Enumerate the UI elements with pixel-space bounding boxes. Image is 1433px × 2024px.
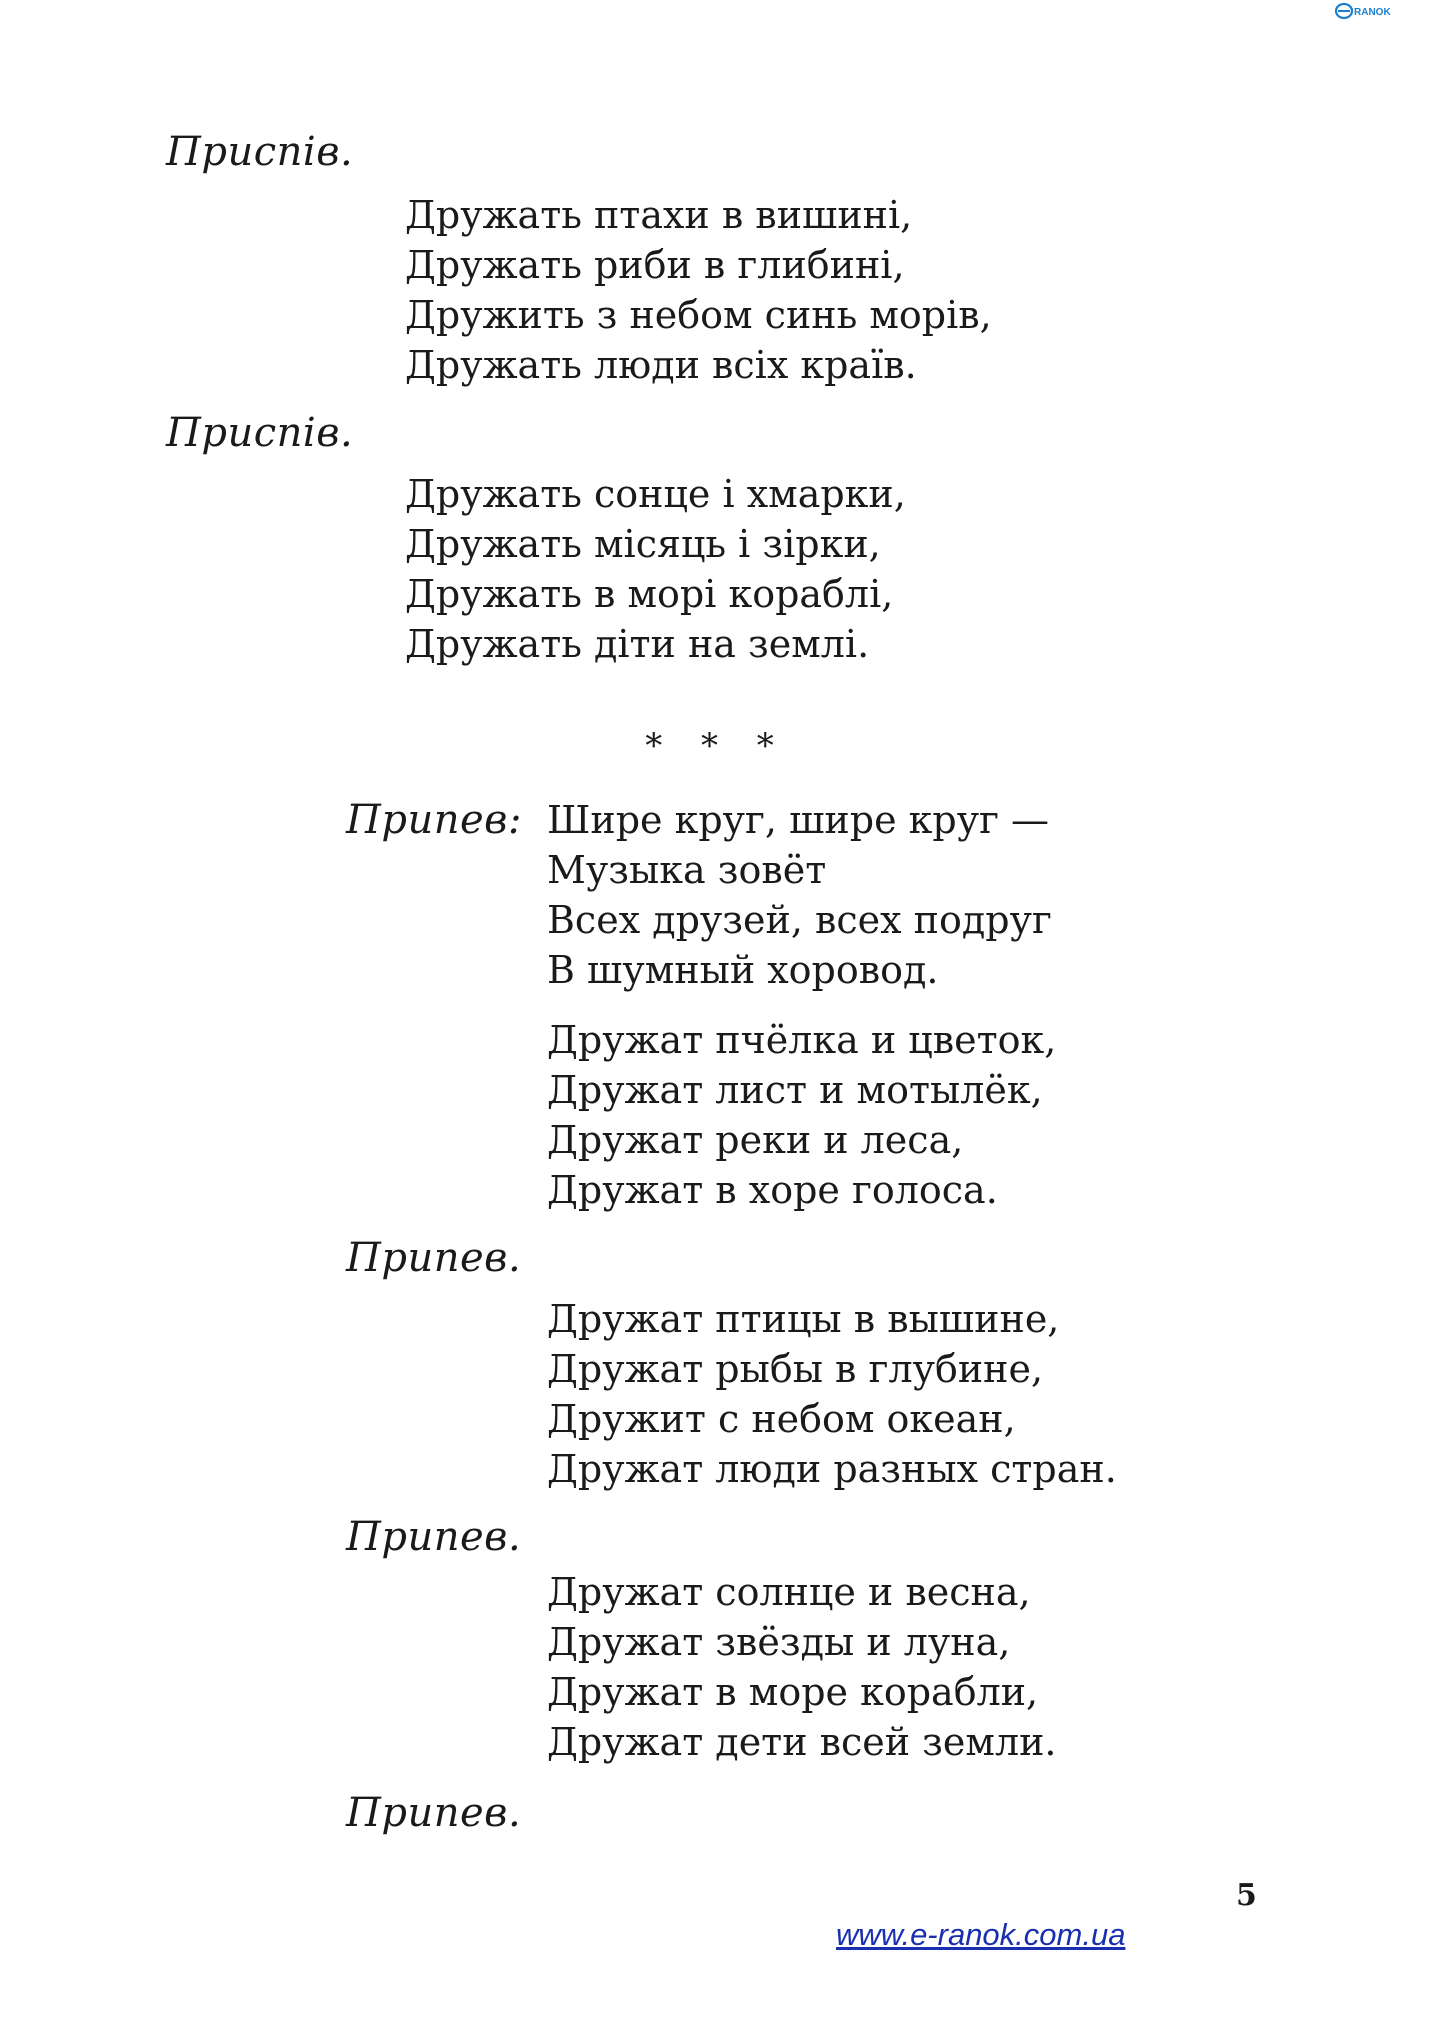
publisher-logo-icon — [1335, 2, 1401, 20]
chorus-label-ru-2: Припев. — [346, 1514, 522, 1560]
publisher-logo-text: RANOK — [1354, 7, 1391, 18]
verse-line: Дружат солнце и весна, — [547, 1570, 1031, 1614]
verse-line: Дружат дети всей земли. — [547, 1720, 1057, 1764]
refrain-ru — [547, 795, 1052, 995]
verse-line: Музыка зовёт — [547, 848, 827, 892]
stanza-ru-1 — [547, 1015, 1056, 1215]
verse-line: Дружат звёзды и луна, — [547, 1620, 1011, 1664]
refrain-label-ru: Припев: — [346, 797, 522, 843]
verse-line: Дружат в море корабли, — [547, 1670, 1039, 1714]
verse-line: Дружать риби в глибині, — [405, 243, 905, 287]
verse-line: В шумный хоровод. — [547, 948, 939, 992]
verse-line: Всех друзей, всех подруг — [547, 898, 1052, 942]
stanza-uk-2 — [405, 469, 906, 669]
verse-line: Дружать в морі кораблі, — [405, 572, 894, 616]
chorus-label-uk-2: Приспів. — [166, 410, 354, 456]
chorus-label-uk-1: Приспів. — [166, 129, 354, 175]
verse-line: Дружат пчёлка и цветок, — [547, 1018, 1057, 1062]
verse-line: Дружать птахи в вишині, — [405, 193, 913, 237]
verse-line: Шире круг, шире круг — — [547, 798, 1050, 842]
verse-line: Дружат птицы в вышине, — [547, 1297, 1060, 1341]
verse-line: Дружать місяць і зірки, — [405, 522, 881, 566]
website-link[interactable]: www.e-ranok.com.ua — [836, 1917, 1126, 1952]
verse-line: Дружат реки и леса, — [547, 1118, 964, 1162]
stanza-ru-3 — [547, 1567, 1057, 1767]
chorus-label-ru-1: Припев. — [346, 1235, 522, 1281]
chorus-label-ru-3: Припев. — [346, 1790, 522, 1836]
verse-line: Дружать сонце і хмарки, — [405, 472, 906, 516]
verse-line: Дружить з небом синь морів, — [405, 293, 992, 337]
verse-line: Дружать діти на землі. — [405, 622, 870, 666]
page-number: 5 — [1236, 1878, 1257, 1913]
verse-line: Дружит с небом океан, — [547, 1397, 1016, 1441]
verse-line: Дружат рыбы в глубине, — [547, 1347, 1044, 1391]
verse-line: Дружат в хоре голоса. — [547, 1168, 998, 1212]
publisher-logo — [1335, 2, 1401, 20]
verse-line: Дружат лист и мотылёк, — [547, 1068, 1043, 1112]
stanza-uk-1 — [405, 190, 992, 390]
stanza-ru-2 — [547, 1294, 1117, 1494]
section-separator: * * * — [645, 726, 788, 766]
verse-line: Дружат люди разных стран. — [547, 1447, 1117, 1491]
verse-line: Дружать люди всіх країв. — [405, 343, 917, 387]
